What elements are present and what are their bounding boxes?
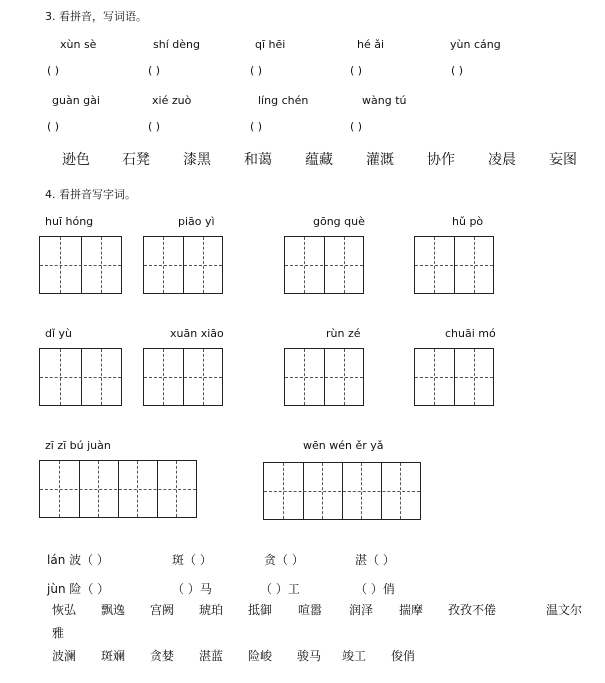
q3-answer-blank-8[interactable]: ( ) [250,120,263,133]
writing-grid[interactable] [39,348,122,406]
q3-answer-blank-3[interactable]: ( ) [250,64,263,77]
answer-word: 竣工 [342,649,367,663]
q4-pinyin-3: gōng què [313,215,365,228]
q4-pinyin-9: zī zī bú juàn [45,439,111,452]
q4-pinyin-10: wēn wén ěr yǎ [303,439,384,452]
q4-pinyin-8: chuāi mó [445,327,496,340]
q3-pinyin-6: guàn gài [52,94,100,107]
writing-grid[interactable] [39,460,197,518]
q3-pinyin-8: líng chén [258,94,309,107]
q3-option-5: 蕴藏 [305,152,333,168]
q3-answer-blank-9[interactable]: ( ) [350,120,363,133]
q3-pinyin-7: xié zuò [152,94,192,107]
q3-option-8: 凌晨 [488,152,516,168]
q4-pinyin-2: piāo yì [178,215,215,228]
answer-word: 温文尔 [546,603,583,617]
answer-word: 润泽 [349,603,374,617]
fill-item: （ ）马 [172,582,212,596]
answer-word: 湛蓝 [199,649,224,663]
writing-grid[interactable] [143,348,223,406]
answer-word: 险峻 [248,649,273,663]
answer-word: 喧嚣 [298,603,323,617]
writing-grid[interactable] [414,236,494,294]
fill-item: 湛（ ） [355,553,395,567]
q3-option-7: 协作 [427,152,455,168]
answer-word: 揣摩 [399,603,424,617]
answer-word: 雅 [52,626,65,640]
writing-grid[interactable] [263,462,421,520]
answer-word: 恢弘 [52,603,77,617]
q3-pinyin-5: yùn cáng [450,38,501,51]
fill-item: jùn 险（ ） [47,582,110,596]
answer-word: 飘逸 [101,603,126,617]
q3-answer-blank-5[interactable]: ( ) [451,64,464,77]
answer-word: 抵御 [248,603,273,617]
q4-pinyin-4: hǔ pò [452,215,484,228]
writing-grid[interactable] [284,236,364,294]
q3-option-3: 漆黑 [183,152,211,168]
answer-word: 波澜 [52,649,77,663]
q3-pinyin-9: wàng tú [362,94,407,107]
answer-word: 贪婪 [150,649,175,663]
writing-grid[interactable] [414,348,494,406]
fill-item: （ ）俏 [355,582,395,596]
q4-pinyin-6: xuān xiāo [170,327,224,340]
q3-title: 3. 看拼音，写词语。 [45,10,147,23]
q3-option-4: 和蔼 [244,152,272,168]
q4-title: 4. 看拼音写字词。 [45,188,136,201]
q3-pinyin-1: xùn sè [60,38,97,51]
q3-answer-blank-6[interactable]: ( ) [47,120,60,133]
q4-pinyin-1: huī hóng [45,215,94,228]
fill-item: （ ）工 [260,582,300,596]
writing-grid[interactable] [39,236,122,294]
q3-pinyin-4: hé ǎi [357,38,385,51]
q3-option-2: 石凳 [122,152,150,168]
answer-word: 俊俏 [391,649,416,663]
answer-word: 孜孜不倦 [448,603,497,617]
q3-option-1: 逊色 [62,152,90,168]
q3-option-6: 灌溉 [366,152,394,168]
fill-item: 斑（ ） [172,553,212,567]
writing-grid[interactable] [143,236,223,294]
fill-item: lán 波（ ） [47,553,109,567]
answer-word: 斑斓 [101,649,126,663]
fill-item: 贪（ ） [264,553,304,567]
answer-word: 宫阙 [150,603,175,617]
q3-answer-blank-2[interactable]: ( ) [148,64,161,77]
q4-pinyin-7: rùn zé [326,327,361,340]
q3-pinyin-2: shí dèng [153,38,200,51]
q3-answer-blank-4[interactable]: ( ) [350,64,363,77]
q3-answer-blank-1[interactable]: ( ) [47,64,60,77]
q4-pinyin-5: dǐ yù [45,327,73,340]
answer-word: 琥珀 [199,603,224,617]
q3-option-9: 妄图 [549,152,577,168]
q3-answer-blank-7[interactable]: ( ) [148,120,161,133]
writing-grid[interactable] [284,348,364,406]
answer-word: 骏马 [297,649,322,663]
q3-pinyin-3: qī hēi [255,38,286,51]
